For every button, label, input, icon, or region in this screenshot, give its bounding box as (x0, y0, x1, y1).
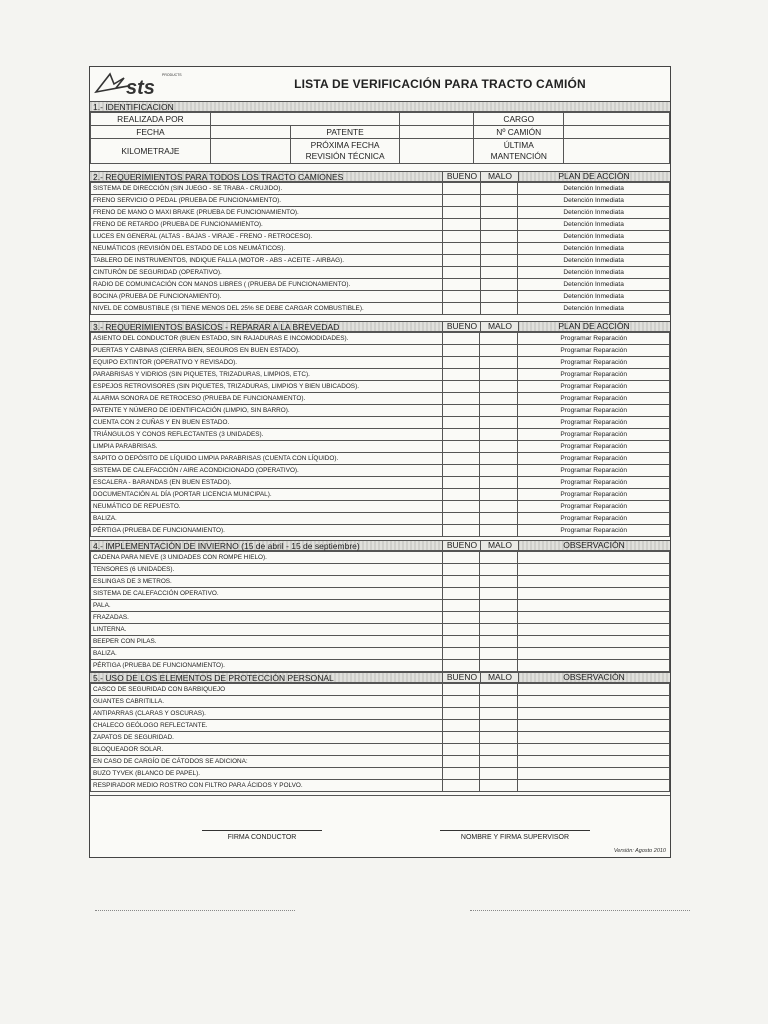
item-label: GUANTES CABRITILLA. (91, 696, 443, 708)
checklist-row (91, 453, 670, 465)
malo-checkbox[interactable] (480, 195, 518, 207)
item-label: NIVEL DE COMBUSTIBLE (SI TIENE MENOS DEL 25% SE DEBE CARGAR COMBUSTIBLE). (91, 303, 443, 315)
plan-accion-cell: Detención Inmediata (518, 255, 670, 267)
bueno-checkbox[interactable] (442, 477, 480, 489)
malo-checkbox[interactable] (480, 552, 518, 564)
malo-checkbox[interactable] (480, 696, 518, 708)
item-label: RADIO DE COMUNICACIÓN CON MANOS LIBRES ( (PRUEBA DE FUNCIONAMIENTO). (91, 279, 443, 291)
malo-checkbox[interactable] (480, 465, 518, 477)
bueno-checkbox[interactable] (442, 333, 480, 345)
section-4-header (90, 540, 670, 551)
plan-accion-cell: Programar Reparación (518, 345, 670, 357)
plan-accion-cell: Programar Reparación (518, 381, 670, 393)
svg-text:sts: sts (126, 77, 155, 98)
item-label: LIMPIA PARABRISAS. (91, 441, 443, 453)
malo-checkbox[interactable] (480, 744, 518, 756)
bueno-checkbox[interactable] (442, 648, 480, 660)
plan-accion-cell: Detención Inmediata (518, 195, 670, 207)
checklist-row (91, 489, 670, 501)
checklist-row (91, 576, 670, 588)
bueno-checkbox[interactable] (442, 489, 480, 501)
section-2-table (90, 182, 670, 315)
malo-checkbox[interactable] (480, 612, 518, 624)
bueno-checkbox[interactable] (442, 600, 480, 612)
checklist-row (91, 732, 670, 744)
observacion-field[interactable] (518, 600, 670, 612)
bueno-checkbox[interactable] (442, 552, 480, 564)
document-title: LISTA DE VERIFICACIÓN PARA TRACTO CAMIÓN (294, 77, 586, 91)
plan-accion-cell: Programar Reparación (518, 441, 670, 453)
checklist-row (91, 417, 670, 429)
checklist-row (91, 369, 670, 381)
checklist-row (91, 279, 670, 291)
ident-row (91, 139, 670, 164)
section-1-header (90, 101, 670, 112)
bueno-checkbox[interactable] (442, 624, 480, 636)
malo-checkbox[interactable] (480, 417, 518, 429)
observacion-field[interactable] (518, 588, 670, 600)
bueno-header: BUENO (442, 541, 481, 550)
malo-header: MALO (480, 541, 519, 550)
observacion-field[interactable] (518, 684, 670, 696)
item-label: RESPIRADOR MEDIO ROSTRO CON FILTRO PARA ÁCIDOS Y POLVO. (91, 780, 443, 792)
bueno-checkbox[interactable] (442, 660, 480, 672)
identification-table (90, 112, 670, 164)
bueno-header: BUENO (442, 673, 481, 682)
checklist-row (91, 648, 670, 660)
fecha-field[interactable] (210, 126, 290, 139)
malo-checkbox[interactable] (480, 660, 518, 672)
malo-checkbox[interactable] (480, 513, 518, 525)
cargo-label: CARGO (474, 113, 564, 126)
checklist-row (91, 684, 670, 696)
item-label: FRENO SERVICIO O PEDAL (PRUEBA DE FUNCIONAMIENTO). (91, 195, 443, 207)
bueno-checkbox[interactable] (442, 231, 480, 243)
ident-row (91, 126, 670, 139)
item-label: PUERTAS Y CABINAS (CIERRA BIEN, SEGUROS EN BUEN ESTADO). (91, 345, 443, 357)
malo-checkbox[interactable] (480, 207, 518, 219)
malo-checkbox[interactable] (480, 429, 518, 441)
malo-checkbox[interactable] (480, 636, 518, 648)
bueno-checkbox[interactable] (442, 564, 480, 576)
malo-checkbox[interactable] (480, 267, 518, 279)
scan-artifact (95, 910, 295, 913)
plan-accion-cell: Detención Inmediata (518, 279, 670, 291)
item-label: CADENA PARA NIEVE (3 UNIDADES CON ROMPE HIELO). (91, 552, 443, 564)
section-4-title: 4.- IMPLEMENTACIÓN DE INVIERNO (15 de abril - 15 de septiembre) (93, 541, 360, 551)
malo-checkbox[interactable] (480, 333, 518, 345)
checklist-row (91, 441, 670, 453)
item-label: PATENTE Y NÚMERO DE IDENTIFICACIÓN (LIMPIO, SIN BARRO). (91, 405, 443, 417)
observacion-field[interactable] (518, 576, 670, 588)
malo-checkbox[interactable] (480, 405, 518, 417)
observacion-field[interactable] (518, 636, 670, 648)
bueno-checkbox[interactable] (442, 405, 480, 417)
plan-accion-cell: Programar Reparación (518, 465, 670, 477)
malo-checkbox[interactable] (480, 588, 518, 600)
item-label: NEUMÁTICO DE REPUESTO. (91, 501, 443, 513)
plan-accion-cell: Detención Inmediata (518, 243, 670, 255)
section-1-title: 1.- IDENTIFICACION (93, 102, 174, 112)
observacion-field[interactable] (518, 552, 670, 564)
item-label: PALA. (91, 600, 443, 612)
checklist-row (91, 744, 670, 756)
checklist-row (91, 231, 670, 243)
checklist-row (91, 660, 670, 672)
plan-accion-cell: Programar Reparación (518, 525, 670, 537)
bueno-checkbox[interactable] (442, 429, 480, 441)
section-5-header (90, 672, 670, 683)
bueno-checkbox[interactable] (442, 453, 480, 465)
bueno-checkbox[interactable] (442, 636, 480, 648)
malo-checkbox[interactable] (480, 624, 518, 636)
bueno-checkbox[interactable] (442, 720, 480, 732)
bueno-checkbox[interactable] (442, 756, 480, 768)
plan-accion-cell: Programar Reparación (518, 357, 670, 369)
observacion-field[interactable] (518, 660, 670, 672)
document-header (90, 67, 670, 102)
bueno-checkbox[interactable] (442, 345, 480, 357)
checklist-row (91, 291, 670, 303)
checklist-row (91, 708, 670, 720)
item-label: FRENO DE RETARDO (PRUEBA DE FUNCIONAMIENTO). (91, 219, 443, 231)
item-label: PÉRTIGA (PRUEBA DE FUNCIONAMIENTO). (91, 660, 443, 672)
checklist-row (91, 600, 670, 612)
observacion-header: OBSERVACIÓN (518, 673, 669, 682)
bueno-checkbox[interactable] (442, 732, 480, 744)
item-label: LUCES EN GENERAL (ALTAS - BAJAS - VIRAJE - FRENO - RETROCESO). (91, 231, 443, 243)
plan-accion-cell: Programar Reparación (518, 405, 670, 417)
checklist-row (91, 513, 670, 525)
item-label: BUZO TYVEK (BLANCO DE PAPEL). (91, 768, 443, 780)
section-3-header (90, 321, 670, 332)
plan-accion-cell: Detención Inmediata (518, 303, 670, 315)
item-label: SAPITO O DEPÓSITO DE LÍQUIDO LIMPIA PARABRISAS (CUENTA CON LÍQUIDO). (91, 453, 443, 465)
malo-header: MALO (480, 172, 519, 181)
checklist-row (91, 756, 670, 768)
supervisor-signature-label: NOMBRE Y FIRMA SUPERVISOR (460, 834, 570, 841)
item-label: NEUMÁTICOS (REVISIÓN DEL ESTADO DE LOS NEUMÁTICOS). (91, 243, 443, 255)
plan-accion-cell: Programar Reparación (518, 417, 670, 429)
patente-label: PATENTE (290, 126, 400, 139)
item-label: ALARMA SONORA DE RETROCESO (PRUEBA DE FUNCIONAMIENTO). (91, 393, 443, 405)
observacion-field[interactable] (518, 780, 670, 792)
checklist-row (91, 525, 670, 537)
malo-checkbox[interactable] (480, 291, 518, 303)
realizada-por-field-2[interactable] (400, 113, 474, 126)
observacion-field[interactable] (518, 708, 670, 720)
plan-accion-cell: Programar Reparación (518, 333, 670, 345)
observacion-field[interactable] (518, 696, 670, 708)
bueno-checkbox[interactable] (442, 357, 480, 369)
item-label: ZAPATOS DE SEGURIDAD. (91, 732, 443, 744)
observacion-field[interactable] (518, 768, 670, 780)
numero-camion-label: Nº CAMIÓN (474, 126, 564, 139)
section-3-title: 3.- REQUERIMIENTOS BASICOS - REPARAR A LA BREVEDAD (93, 322, 340, 332)
plan-accion-cell: Detención Inmediata (518, 183, 670, 195)
malo-checkbox[interactable] (480, 648, 518, 660)
observacion-field[interactable] (518, 612, 670, 624)
bueno-checkbox[interactable] (442, 576, 480, 588)
observacion-field[interactable] (518, 720, 670, 732)
checklist-row (91, 429, 670, 441)
bueno-checkbox[interactable] (442, 291, 480, 303)
plan-accion-cell: Detención Inmediata (518, 291, 670, 303)
fecha-label: FECHA (91, 126, 211, 139)
bueno-checkbox[interactable] (442, 393, 480, 405)
section-5-title: 5.- USO DE LOS ELEMENTOS DE PROTECCIÓN PERSONAL (93, 673, 334, 683)
malo-checkbox[interactable] (480, 780, 518, 792)
plan-accion-cell: Programar Reparación (518, 489, 670, 501)
realizada-por-field[interactable] (210, 113, 400, 126)
item-label: SISTEMA DE DIRECCIÓN (SIN JUEGO - SE TRABA - CRUJIDO). (91, 183, 443, 195)
bueno-checkbox[interactable] (442, 744, 480, 756)
proxima-revision-label: PRÓXIMA FECHA REVISIÓN TÉCNICA (290, 139, 400, 164)
checklist-row (91, 333, 670, 345)
bueno-checkbox[interactable] (442, 243, 480, 255)
item-label: BLOQUEADOR SOLAR. (91, 744, 443, 756)
item-label: PÉRTIGA (PRUEBA DE FUNCIONAMIENTO). (91, 525, 443, 537)
item-label: CUENTA CON 2 CUÑAS Y EN BUEN ESTADO. (91, 417, 443, 429)
kilometraje-label: KILOMETRAJE (91, 139, 211, 164)
observacion-field[interactable] (518, 648, 670, 660)
checklist-row (91, 393, 670, 405)
bueno-checkbox[interactable] (442, 441, 480, 453)
malo-checkbox[interactable] (480, 345, 518, 357)
checklist-row (91, 255, 670, 267)
checklist-row (91, 405, 670, 417)
malo-checkbox[interactable] (480, 255, 518, 267)
malo-checkbox[interactable] (480, 369, 518, 381)
bueno-checkbox[interactable] (442, 195, 480, 207)
malo-checkbox[interactable] (480, 243, 518, 255)
item-label: FRAZADAS. (91, 612, 443, 624)
bueno-checkbox[interactable] (442, 684, 480, 696)
plan-accion-cell: Detención Inmediata (518, 207, 670, 219)
numero-camion-field[interactable] (564, 126, 670, 139)
plan-accion-cell: Programar Reparación (518, 477, 670, 489)
driver-signature-label: FIRMA CONDUCTOR (227, 834, 297, 841)
plan-accion-cell: Programar Reparación (518, 513, 670, 525)
item-label: DOCUMENTACIÓN AL DÍA (PORTAR LICENCIA MUNICIPAL). (91, 489, 443, 501)
item-label: BEEPER CON PILAS. (91, 636, 443, 648)
malo-checkbox[interactable] (480, 441, 518, 453)
bueno-checkbox[interactable] (442, 207, 480, 219)
malo-checkbox[interactable] (480, 477, 518, 489)
section-2-header (90, 171, 670, 182)
malo-checkbox[interactable] (480, 576, 518, 588)
item-label: ESCALERA - BARANDAS (EN BUEN ESTADO). (91, 477, 443, 489)
cargo-field[interactable] (564, 113, 670, 126)
item-label: LINTERNA. (91, 624, 443, 636)
checklist-sheet (89, 66, 671, 858)
section-5-table (90, 683, 670, 792)
checklist-row (91, 780, 670, 792)
bueno-checkbox[interactable] (442, 768, 480, 780)
item-label: SISTEMA DE CALEFACCIÓN OPERATIVO. (91, 588, 443, 600)
bueno-checkbox[interactable] (442, 513, 480, 525)
bueno-checkbox[interactable] (442, 780, 480, 792)
bueno-checkbox[interactable] (442, 501, 480, 513)
patente-field[interactable] (400, 126, 474, 139)
plan-accion-cell: Programar Reparación (518, 429, 670, 441)
malo-checkbox[interactable] (480, 732, 518, 744)
item-label: TRIÁNGULOS Y CONOS REFLECTANTES (3 UNIDADES). (91, 429, 443, 441)
item-label: ANTIPARRAS (CLARAS Y OSCURAS). (91, 708, 443, 720)
bueno-checkbox[interactable] (442, 303, 480, 315)
checklist-row (91, 183, 670, 195)
checklist-row (91, 696, 670, 708)
item-label: BOCINA (PRUEBA DE FUNCIONAMIENTO). (91, 291, 443, 303)
svg-text:PRODUCTS: PRODUCTS (162, 73, 182, 77)
section-4-table (90, 551, 670, 672)
plan-accion-cell: Programar Reparación (518, 393, 670, 405)
checklist-row (91, 381, 670, 393)
checklist-row (91, 720, 670, 732)
malo-checkbox[interactable] (480, 381, 518, 393)
plan-accion-cell: Detención Inmediata (518, 267, 670, 279)
malo-checkbox[interactable] (480, 393, 518, 405)
section-3-table (90, 332, 670, 537)
malo-checkbox[interactable] (480, 564, 518, 576)
checklist-row (91, 345, 670, 357)
plan-accion-cell: Detención Inmediata (518, 231, 670, 243)
bueno-checkbox[interactable] (442, 183, 480, 195)
checklist-row (91, 267, 670, 279)
bueno-checkbox[interactable] (442, 369, 480, 381)
malo-checkbox[interactable] (480, 357, 518, 369)
checklist-row (91, 501, 670, 513)
bueno-checkbox[interactable] (442, 708, 480, 720)
item-label: ESPEJOS RETROVISORES (SIN PIQUETES, TRIZADURAS, LIMPIOS Y BIEN UBICADOS). (91, 381, 443, 393)
bueno-checkbox[interactable] (442, 612, 480, 624)
observacion-field[interactable] (518, 564, 670, 576)
observacion-field[interactable] (518, 756, 670, 768)
bueno-header: BUENO (442, 322, 481, 331)
driver-signature-line[interactable] (202, 830, 322, 831)
observacion-field[interactable] (518, 732, 670, 744)
scan-artifact (470, 910, 690, 913)
observacion-field[interactable] (518, 624, 670, 636)
bueno-header: BUENO (442, 172, 481, 181)
malo-checkbox[interactable] (480, 219, 518, 231)
bueno-checkbox[interactable] (442, 255, 480, 267)
checklist-row (91, 477, 670, 489)
checklist-row (91, 303, 670, 315)
malo-checkbox[interactable] (480, 525, 518, 537)
plan-accion-cell: Programar Reparación (518, 453, 670, 465)
item-label: CHALECO GEÓLOGO REFLECTANTE. (91, 720, 443, 732)
malo-checkbox[interactable] (480, 231, 518, 243)
item-label: ESLINGAS DE 3 METROS. (91, 576, 443, 588)
item-label: SISTEMA DE CALEFACCIÓN / AIRE ACONDICIONADO (OPERATIVO). (91, 465, 443, 477)
item-label: BALIZA. (91, 513, 443, 525)
malo-checkbox[interactable] (480, 708, 518, 720)
version-label: Versión: Agosto 2010 (613, 848, 666, 854)
checklist-row (91, 624, 670, 636)
bueno-checkbox[interactable] (442, 525, 480, 537)
item-label: BALIZA. (91, 648, 443, 660)
checklist-row (91, 243, 670, 255)
item-label: CINTURÓN DE SEGURIDAD (OPERATIVO). (91, 267, 443, 279)
ultima-mantencion-field[interactable] (564, 139, 670, 164)
bueno-checkbox[interactable] (442, 381, 480, 393)
bueno-checkbox[interactable] (442, 267, 480, 279)
checklist-row (91, 552, 670, 564)
ultima-mantencion-label: ÚLTIMA MANTENCIÓN (474, 139, 564, 164)
malo-checkbox[interactable] (480, 453, 518, 465)
bueno-checkbox[interactable] (442, 465, 480, 477)
checklist-row (91, 357, 670, 369)
checklist-row (91, 219, 670, 231)
malo-checkbox[interactable] (480, 303, 518, 315)
observacion-header: OBSERVACIÓN (518, 541, 669, 550)
item-label: FRENO DE MANO O MAXI BRAKE (PRUEBA DE FUNCIONAMIENTO). (91, 207, 443, 219)
plan-accion-header: PLAN DE ACCIÓN (518, 322, 669, 331)
malo-header: MALO (480, 673, 519, 682)
checklist-row (91, 588, 670, 600)
section-2-title: 2.- REQUERIMIENTOS PARA TODOS LOS TRACTO CAMIONES (93, 172, 344, 182)
malo-checkbox[interactable] (480, 279, 518, 291)
checklist-row (91, 612, 670, 624)
ident-row (91, 113, 670, 126)
checklist-row (91, 636, 670, 648)
bueno-checkbox[interactable] (442, 219, 480, 231)
bueno-checkbox[interactable] (442, 279, 480, 291)
checklist-row (91, 768, 670, 780)
item-label: PARABRISAS Y VIDRIOS (SIN PIQUETES, TRIZADURAS, LIMPIOS, ETC). (91, 369, 443, 381)
kilometraje-field[interactable] (210, 139, 290, 164)
sts-logo (94, 70, 186, 98)
item-label: TENSORES (6 UNIDADES). (91, 564, 443, 576)
malo-checkbox[interactable] (480, 684, 518, 696)
malo-checkbox[interactable] (480, 489, 518, 501)
plan-accion-cell: Programar Reparación (518, 501, 670, 513)
item-label: CASCO DE SEGURIDAD CON BARBIQUEJO (91, 684, 443, 696)
signature-area (90, 795, 670, 858)
item-label: ASIENTO DEL CONDUCTOR (BUEN ESTADO, SIN RAJADURAS E INCOMODIDADES). (91, 333, 443, 345)
checklist-row (91, 207, 670, 219)
checklist-row (91, 195, 670, 207)
checklist-row (91, 465, 670, 477)
malo-checkbox[interactable] (480, 183, 518, 195)
malo-checkbox[interactable] (480, 756, 518, 768)
realizada-por-label: REALIZADA POR (91, 113, 211, 126)
malo-checkbox[interactable] (480, 600, 518, 612)
malo-checkbox[interactable] (480, 720, 518, 732)
bueno-checkbox[interactable] (442, 417, 480, 429)
plan-accion-header: PLAN DE ACCIÓN (518, 172, 669, 181)
plan-accion-cell: Programar Reparación (518, 369, 670, 381)
supervisor-signature-line[interactable] (440, 830, 590, 831)
malo-checkbox[interactable] (480, 768, 518, 780)
plan-accion-cell: Detención Inmediata (518, 219, 670, 231)
item-label: TABLERO DE INSTRUMENTOS, INDIQUE FALLA (MOTOR - ABS - ACEITE - AIRBAG). (91, 255, 443, 267)
proxima-revision-field[interactable] (400, 139, 474, 164)
malo-checkbox[interactable] (480, 501, 518, 513)
observacion-field[interactable] (518, 744, 670, 756)
item-label: EN CASO DE CARGÍO DE CÁTODOS SE ADICIONA: (91, 756, 443, 768)
bueno-checkbox[interactable] (442, 588, 480, 600)
checklist-row (91, 564, 670, 576)
bueno-checkbox[interactable] (442, 696, 480, 708)
item-label: EQUIPO EXTINTOR (OPERATIVO Y REVISADO). (91, 357, 443, 369)
malo-header: MALO (480, 322, 519, 331)
